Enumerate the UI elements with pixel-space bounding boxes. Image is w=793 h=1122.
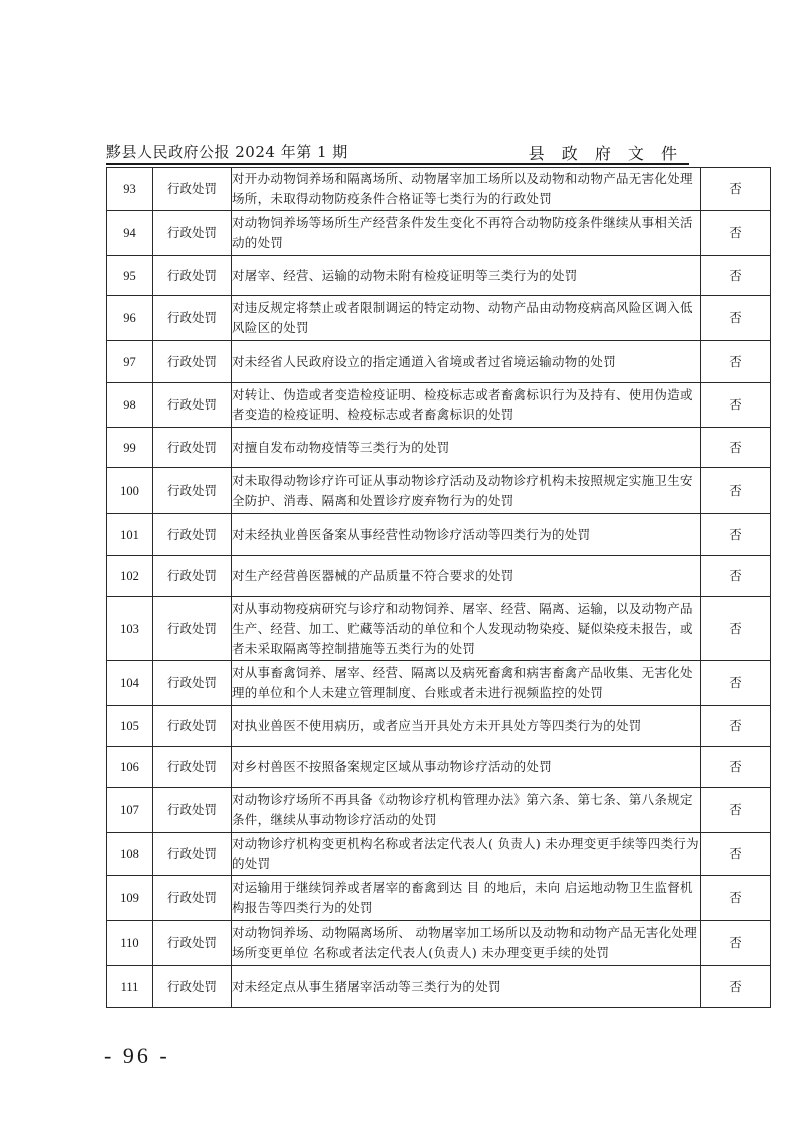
row-number: 98: [107, 383, 153, 428]
table-row: [107, 383, 771, 428]
row-description: 对未取得动物诊疗许可证从事动物诊疗活动及动物诊疗机构未按照规定实施卫生安全防护、消毒、隔离和处置诊疗废弃物行为的处罚: [232, 468, 701, 514]
row-number: 106: [107, 747, 153, 788]
row-flag: 否: [701, 661, 771, 706]
row-type: 行政处罚: [153, 211, 232, 256]
row-flag: 否: [701, 341, 771, 383]
row-type: 行政处罚: [153, 341, 232, 383]
row-number: 104: [107, 661, 153, 706]
row-number: 95: [107, 256, 153, 296]
row-number: 96: [107, 296, 153, 341]
row-flag: 否: [701, 256, 771, 296]
row-type: 行政处罚: [153, 706, 232, 747]
table-row: [107, 168, 771, 211]
row-type: 行政处罚: [153, 383, 232, 428]
row-description: 对生产经营兽医器械的产品质量不符合要求的处罚: [232, 556, 701, 597]
row-number: 105: [107, 706, 153, 747]
row-description: 对开办动物饲养场和隔离场所、动物屠宰加工场所以及动物和动物产品无害化处理场所，未取得动物防疫条件合格证等七类行为的行政处罚: [232, 168, 701, 211]
table-row: [107, 966, 771, 1008]
table-row: [107, 661, 771, 706]
table-row: [107, 341, 771, 383]
row-description: 对未经省人民政府设立的指定通道入省境或者过省境运输动物的处罚: [232, 341, 701, 383]
row-flag: 否: [701, 788, 771, 833]
row-number: 102: [107, 556, 153, 597]
row-type: 行政处罚: [153, 296, 232, 341]
row-number: 97: [107, 341, 153, 383]
row-description: 对运输用于继续饲养或者屠宰的畜禽到达 目 的地后，未向 启运地动物卫生监督机构报告等四类行为的处罚: [232, 876, 701, 921]
bulletin-title: 黟县人民政府公报 2024 年第 1 期: [106, 143, 348, 161]
row-type: 行政处罚: [153, 597, 232, 661]
row-description: 对从事动物疫病研究与诊疗和动物饲养、屠宰、经营、隔离、运输，以及动物产品生产、经营、加工、贮藏等活动的单位和个人发现动物染疫、疑似染疫未报告，或者未采取隔离等控制措施等五类行为的处罚: [232, 597, 701, 661]
row-description: 对执业兽医不使用病历，或者应当开具处方未开具处方等四类行为的处罚: [232, 706, 701, 747]
row-description: 对未经执业兽医备案从事经营性动物诊疗活动等四类行为的处罚: [232, 514, 701, 556]
row-number: 109: [107, 876, 153, 921]
table-row: [107, 876, 771, 921]
row-flag: 否: [701, 966, 771, 1008]
row-type: 行政处罚: [153, 661, 232, 706]
row-flag: 否: [701, 921, 771, 966]
row-description: 对擅自发布动物疫情等三类行为的处罚: [232, 428, 701, 468]
row-type: 行政处罚: [153, 514, 232, 556]
row-type: 行政处罚: [153, 428, 232, 468]
row-description: 对动物诊疗场所不再具备《动物诊疗机构管理办法》第六条、第七条、第八条规定条件，继续从事动物诊疗活动的处罚: [232, 788, 701, 833]
row-description: 对转让、伪造或者变造检疫证明、检疫标志或者畜禽标识行为及持有、使用伪造或者变造的检疫证明、检疫标志或者畜禽标识的处罚: [232, 383, 701, 428]
page-number: - 96 -: [104, 1043, 170, 1068]
row-flag: 否: [701, 876, 771, 921]
header-rule-thick: [106, 163, 689, 165]
row-number: 99: [107, 428, 153, 468]
row-type: 行政处罚: [153, 966, 232, 1008]
row-flag: 否: [701, 706, 771, 747]
table-row: [107, 788, 771, 833]
penalty-table: [106, 167, 771, 1008]
row-flag: 否: [701, 468, 771, 514]
row-flag: 否: [701, 168, 771, 211]
table-row: [107, 706, 771, 747]
row-flag: 否: [701, 514, 771, 556]
row-number: 100: [107, 468, 153, 514]
table-row: [107, 747, 771, 788]
row-description: 对动物饲养场等场所生产经营条件发生变化不再符合动物防疫条件继续从事相关活动的处罚: [232, 211, 701, 256]
row-number: 103: [107, 597, 153, 661]
row-description: 对动物饲养场、动物隔离场所、 动物屠宰加工场所以及动物和动物产品无害化处理场所变更单位 名称或者法定代表人(负责人) 未办理变更手续的处罚: [232, 921, 701, 966]
page-header: [106, 141, 689, 163]
row-type: 行政处罚: [153, 833, 232, 876]
row-flag: 否: [701, 211, 771, 256]
row-description: 对屠宰、经营、运输的动物未附有检疫证明等三类行为的处罚: [232, 256, 701, 296]
table-row: [107, 556, 771, 597]
row-flag: 否: [701, 833, 771, 876]
row-description: 对未经定点从事生猪屠宰活动等三类行为的处罚: [232, 966, 701, 1008]
table-row: [107, 468, 771, 514]
table-row: [107, 256, 771, 296]
row-type: 行政处罚: [153, 556, 232, 597]
row-number: 107: [107, 788, 153, 833]
row-number: 110: [107, 921, 153, 966]
table-row: [107, 833, 771, 876]
row-flag: 否: [701, 296, 771, 341]
row-number: 101: [107, 514, 153, 556]
row-flag: 否: [701, 428, 771, 468]
row-description: 对从事畜禽饲养、屠宰、经营、隔离以及病死畜禽和病害畜禽产品收集、无害化处理的单位和个人未建立管理制度、台账或者未进行视频监控的处罚: [232, 661, 701, 706]
row-description: 对违反规定将禁止或者限制调运的特定动物、动物产品由动物疫病高风险区调入低风险区的处罚: [232, 296, 701, 341]
row-description: 对乡村兽医不按照备案规定区域从事动物诊疗活动的处罚: [232, 747, 701, 788]
table-row: [107, 211, 771, 256]
row-type: 行政处罚: [153, 468, 232, 514]
row-type: 行政处罚: [153, 256, 232, 296]
row-description: 对动物诊疗机构变更机构名称或者法定代表人( 负责人) 未办理变更手续等四类行为的处罚: [232, 833, 701, 876]
row-number: 93: [107, 168, 153, 211]
table-row: [107, 514, 771, 556]
section-title: 县 政 府 文 件: [528, 144, 683, 163]
row-number: 111: [107, 966, 153, 1008]
row-type: 行政处罚: [153, 168, 232, 211]
row-flag: 否: [701, 747, 771, 788]
table-row: [107, 296, 771, 341]
row-type: 行政处罚: [153, 747, 232, 788]
row-number: 108: [107, 833, 153, 876]
row-flag: 否: [701, 597, 771, 661]
table-row: [107, 921, 771, 966]
table-row: [107, 428, 771, 468]
row-number: 94: [107, 211, 153, 256]
row-type: 行政处罚: [153, 921, 232, 966]
table-row: [107, 597, 771, 661]
row-flag: 否: [701, 556, 771, 597]
row-type: 行政处罚: [153, 788, 232, 833]
row-type: 行政处罚: [153, 876, 232, 921]
row-flag: 否: [701, 383, 771, 428]
